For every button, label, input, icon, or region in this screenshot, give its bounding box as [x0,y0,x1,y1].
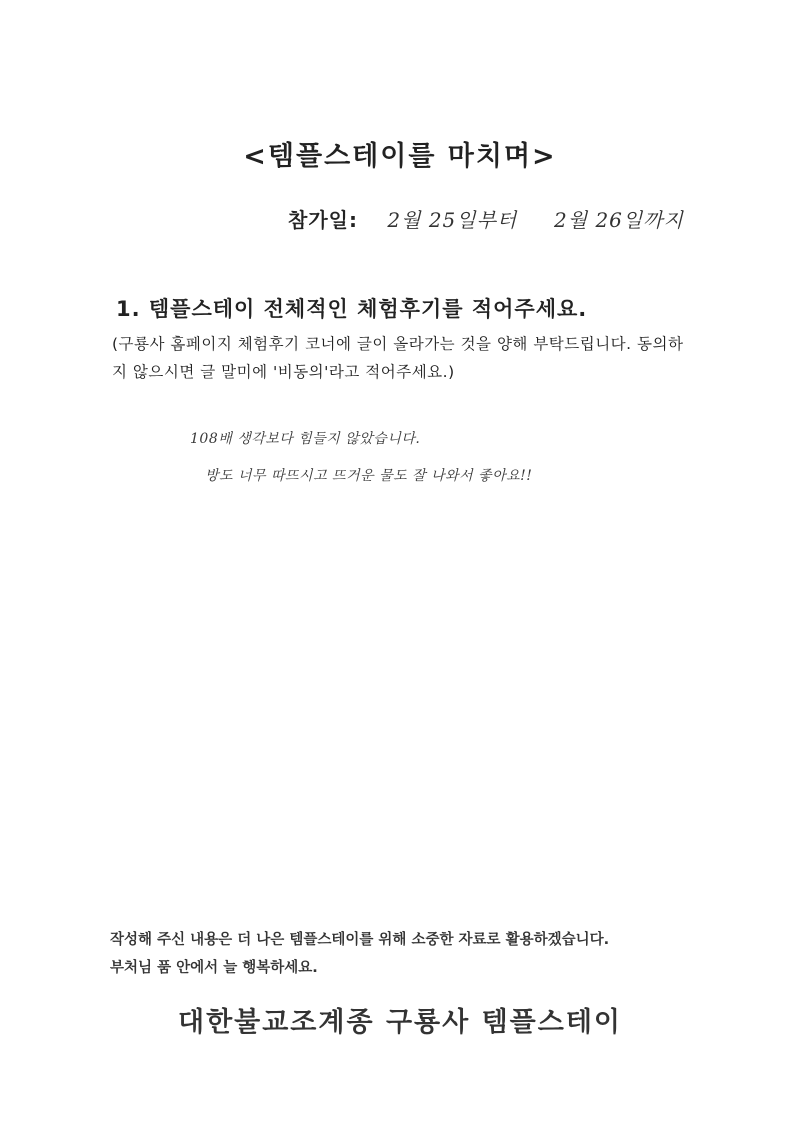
page-title: <템플스테이를 마치며> [243,141,557,172]
footer-note-line-2: 부처님 품 안에서 늘 행복하세요. [110,960,318,976]
start-day: 25일부터 [428,208,518,232]
start-month: 2월 [387,208,422,232]
question-title: 1. 템플스테이 전체적인 체험후기를 적어주세요. [116,297,588,321]
organization-name: 대한불교조계종 구룡사 템플스테이 [177,1007,623,1038]
footer-note-line-1: 작성해 주신 내용은 더 나은 템플스테이를 위해 소중한 자료로 활용하겠습니다. [110,932,610,948]
handwritten-answer-line-1: 108배 생각보다 힘들지 않았습니다. [190,431,421,447]
handwritten-answer-line-2: 방도 너무 따뜨시고 뜨거운 물도 잘 나와서 좋아요!! [205,468,533,484]
question-note: (구룡사 홈페이지 체험후기 코너에 글이 올라가는 것을 양해 부탁드립니다. 동의하지 않으시면 글 말미에 '비동의'라고 적어주세요.) [112,335,684,381]
end-month: 2월 [554,208,589,232]
participation-label: 참가일: [288,208,358,232]
participation-dates [288,204,684,233]
end-day: 26일까지 [595,208,684,232]
